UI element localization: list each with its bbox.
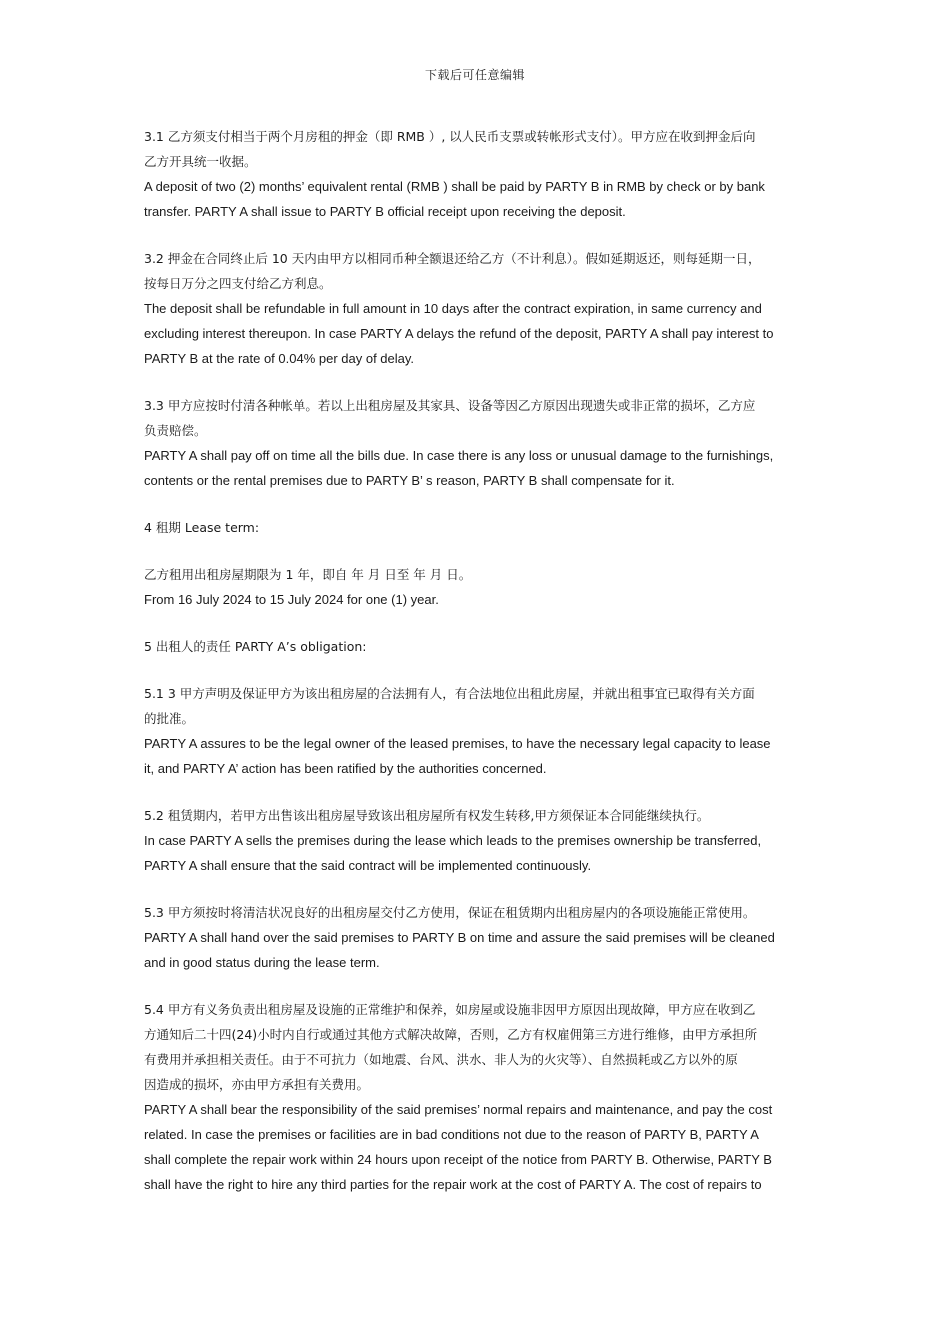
text-line: 5.2 租赁期内，若甲方出售该出租房屋导致该出租房屋所有权发生转移,甲方须保证本合同能继续执行。 <box>144 808 710 823</box>
text-line: related. In case the premises or facilities are in bad conditions not due to the reason of PARTY B, PARTY A <box>144 1127 759 1142</box>
clause-5-4 <box>144 997 810 1197</box>
text-line: 5.3 甲方须按时将清洁状况良好的出租房屋交付乙方使用，保证在租赁期内出租房屋内的各项设施能正常使用。 <box>144 905 756 920</box>
section-5-heading <box>144 634 810 659</box>
text-line: PARTY A shall pay off on time all the bills due. In case there is any loss or unusual damage to the furnishings, <box>144 448 774 463</box>
text-line: 的批准。 <box>144 711 195 726</box>
text-line: 乙方开具统一收据。 <box>144 154 257 169</box>
section-heading: 5 出租人的责任 PARTY A’s obligation: <box>144 639 367 654</box>
text-line: excluding interest thereupon. In case PARTY A delays the refund of the deposit, PARTY A shall pay interest to <box>144 326 774 341</box>
text-line: contents or the rental premises due to PARTY B’ s reason, PARTY B shall compensate for it. <box>144 473 675 488</box>
text-line: 3.2 押金在合同终止后 10 天内由甲方以相同币种全额退还给乙方（不计利息）。假如延期返还，则每延期一日， <box>144 251 761 266</box>
text-line: 按每日万分之四支付给乙方利息。 <box>144 276 332 291</box>
text-line: 3.3 甲方应按时付清各种帐单。若以上出租房屋及其家具、设备等因乙方原因出现遗失或非正常的损坏，乙方应 <box>144 398 756 413</box>
text-line: PARTY A shall hand over the said premises to PARTY B on time and assure the said premises will be cleaned <box>144 930 775 945</box>
text-line: The deposit shall be refundable in full amount in 10 days after the contract expiration, in same currency and <box>144 301 762 316</box>
text-line: shall have the right to hire any third parties for the repair work at the cost of PARTY A. The cost of repairs to <box>144 1177 762 1192</box>
document-body <box>144 124 810 1219</box>
text-line: In case PARTY A sells the premises during the lease which leads to the premises ownership be transferred, <box>144 833 762 848</box>
clause-3-3 <box>144 393 810 493</box>
clause-3-2 <box>144 246 810 371</box>
text-line: 因造成的损坏，亦由甲方承担有关费用。 <box>144 1077 370 1092</box>
text-line: PARTY A assures to be the legal owner of the leased premises, to have the necessary legal capacity to lease <box>144 736 771 751</box>
text-line: 乙方租用出租房屋期限为 1 年，即自 年 月 日至 年 月 日。 <box>144 567 472 582</box>
text-line: and in good status during the lease term. <box>144 955 380 970</box>
text-line: 5.4 甲方有义务负责出租房屋及设施的正常维护和保养，如房屋或设施非因甲方原因出现故障，甲方应在收到乙 <box>144 1002 756 1017</box>
text-line: 3.1 乙方须支付相当于两个月房租的押金（即 RMB ）, 以人民币支票或转帐形式支付）。甲方应在收到押金后向 <box>144 129 756 144</box>
text-line: PARTY A shall ensure that the said contract will be implemented continuously. <box>144 858 592 873</box>
text-line: PARTY B at the rate of 0.04% per day of delay. <box>144 351 415 366</box>
text-line: PARTY A shall bear the responsibility of the said premises’ normal repairs and maintenance, and pay the cost <box>144 1102 773 1117</box>
lease-term-body <box>144 562 810 612</box>
text-line: From 16 July 2024 to 15 July 2024 for one (1) year. <box>144 592 439 607</box>
section-heading: 4 租期 Lease term: <box>144 520 260 535</box>
text-line: shall complete the repair work within 24 hours upon receipt of the notice from PARTY B. Otherwise, PARTY B <box>144 1152 772 1167</box>
text-line: 有费用并承担相关责任。由于不可抗力（如地震、台风、洪水、非人为的火灾等）、自然损耗或乙方以外的原 <box>144 1052 738 1067</box>
clause-3-1 <box>144 124 810 224</box>
page-header: 下载后可任意编辑 <box>424 68 525 82</box>
text-line: 负责赔偿。 <box>144 423 207 438</box>
text-line: it, and PARTY A’ action has been ratified by the authorities concerned. <box>144 761 547 776</box>
clause-5-2 <box>144 803 810 878</box>
text-line: A deposit of two (2) months’ equivalent rental (RMB ) shall be paid by PARTY B in RMB by check or by bank <box>144 179 765 194</box>
text-line: 方通知后二十四(24)小时内自行或通过其他方式解决故障，否则，乙方有权雇佣第三方进行维修，由甲方承担所 <box>144 1027 758 1042</box>
text-line: transfer. PARTY A shall issue to PARTY B official receipt upon receiving the deposit. <box>144 204 626 219</box>
clause-5-1 <box>144 681 810 781</box>
text-line: 5.1 3 甲方声明及保证甲方为该出租房屋的合法拥有人，有合法地位出租此房屋，并就出租事宜已取得有关方面 <box>144 686 755 701</box>
clause-5-3 <box>144 900 810 975</box>
section-4-heading <box>144 515 810 540</box>
